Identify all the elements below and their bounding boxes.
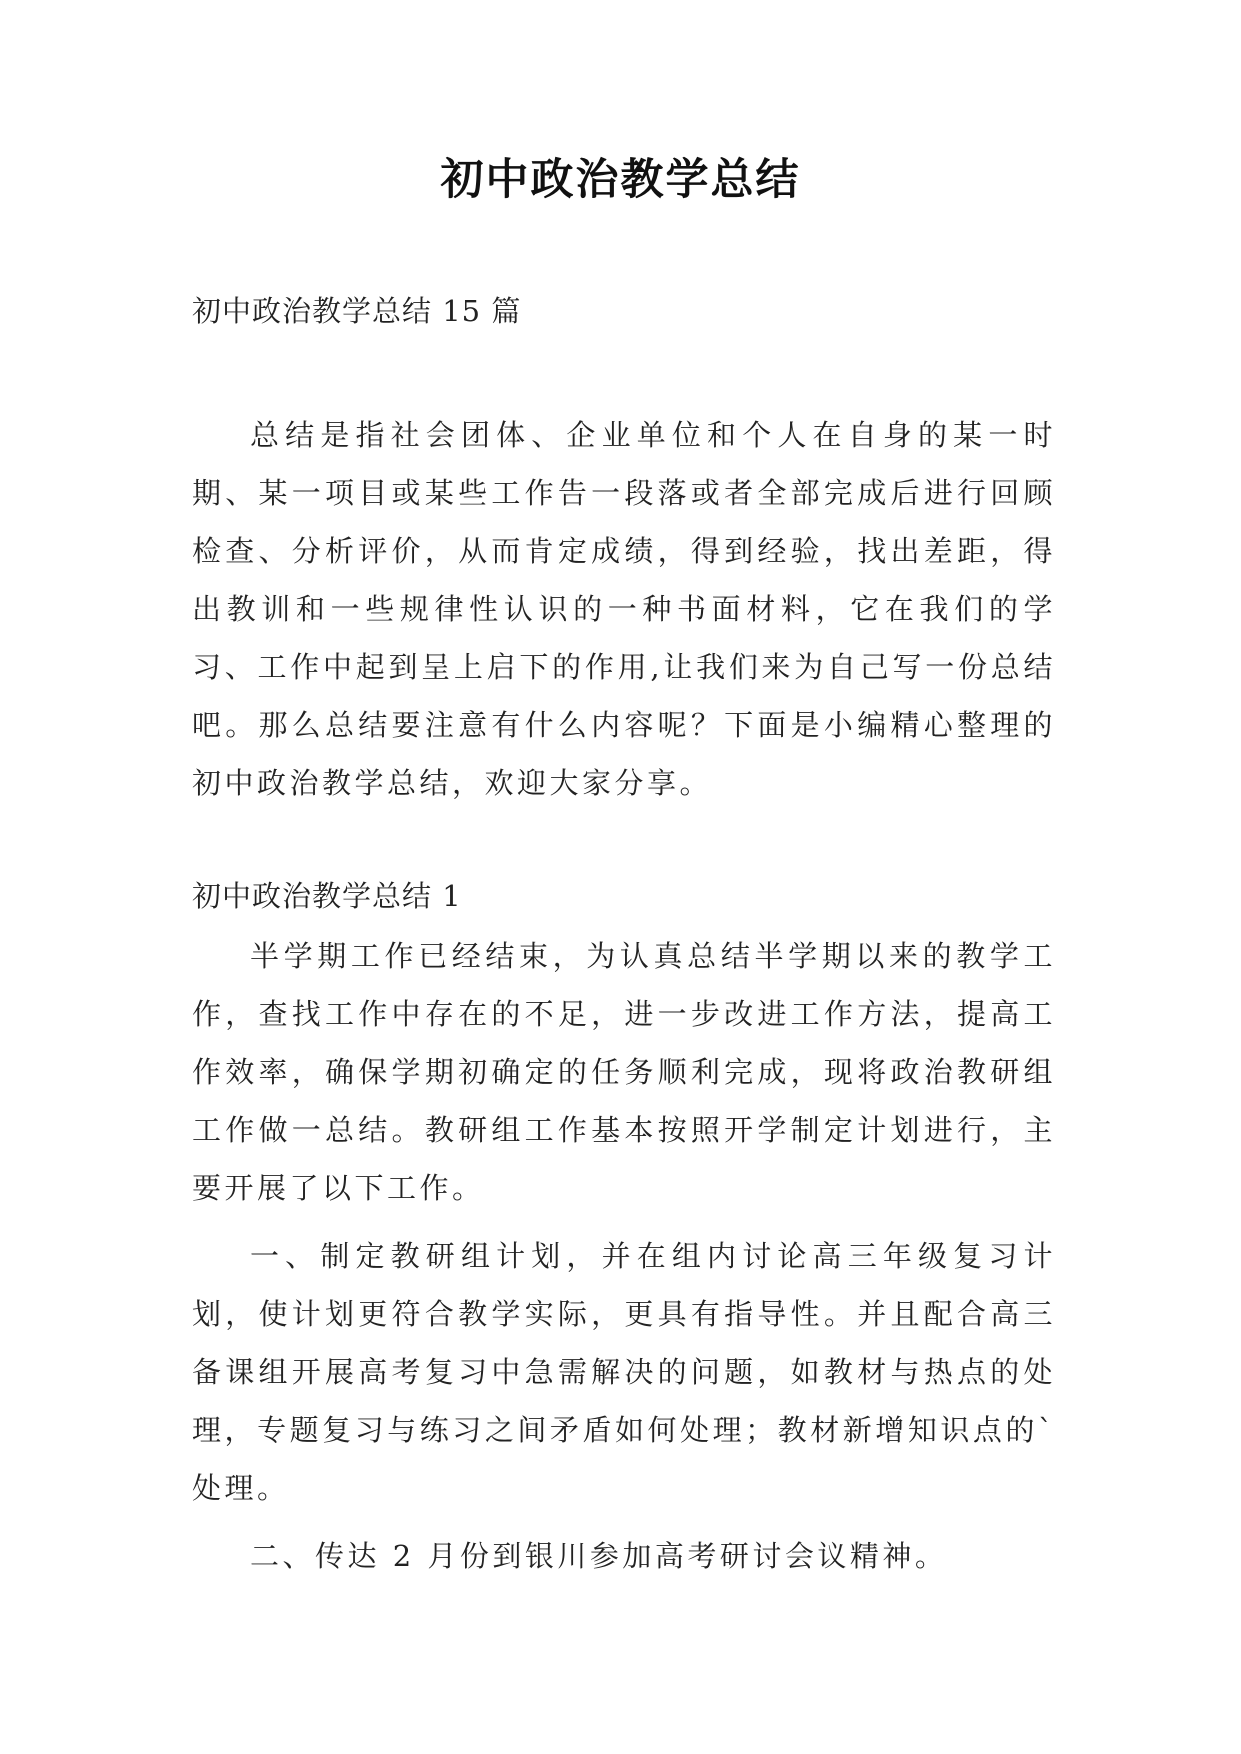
document-subtitle: 初中政治教学总结 15 篇 [192, 294, 522, 328]
intro-paragraph: 总结是指社会团体、企业单位和个人在自身的某一时期、某一项目或某些工作告一段落或者全部完成后进行回顾检查、分析评价，从而肯定成绩，得到经验，找出差距，得出教训和一些规律性认识的一种书面材料，它在我们的学习、工作中起到呈上启下的作用,让我们来为自己写一份总结吧。那么总结要注意有什么内容呢？下面是小编精心整理的初中政治教学总结，欢迎大家分享。 [192, 418, 1056, 800]
intro-block [192, 406, 1056, 812]
section-paragraph-3: 二、传达 2 月份到银川参加高考研讨会议精神。 [250, 1539, 948, 1573]
document-title: 初中政治教学总结 [440, 155, 801, 205]
section-body [192, 927, 1056, 1585]
section-heading: 初中政治教学总结 1 [192, 879, 462, 913]
section-paragraph-2: 一、制定教研组计划，并在组内讨论高三年级复习计划，使计划更符合教学实际，更具有指导性。并且配合高三备课组开展高考复习中急需解决的问题，如教材与热点的处理，专题复习与练习之间矛盾如何处理；教材新增知识点的`处理。 [192, 1239, 1056, 1505]
section-paragraph-1: 半学期工作已经结束，为认真总结半学期以来的教学工作，查找工作中存在的不足，进一步改进工作方法，提高工作效率，确保学期初确定的任务顺利完成，现将政治教研组工作做一总结。教研组工作基本按照开学制定计划进行，主要开展了以下工作。 [192, 939, 1056, 1205]
